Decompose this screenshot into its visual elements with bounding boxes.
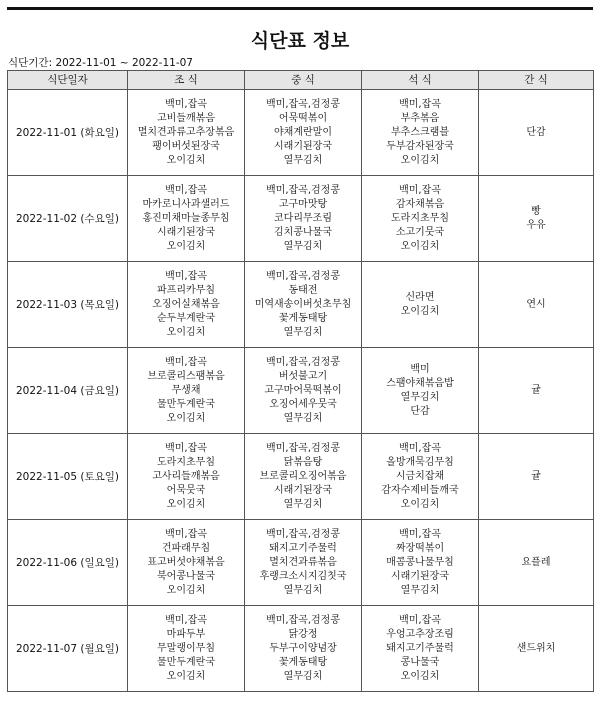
breakfast-cell: 백미,잡곡 브로콜리스팸볶음 무생채 물만두계란국 오이김치 xyxy=(128,348,245,434)
table-row xyxy=(8,176,594,262)
dinner-cell: 백미 스팸야채볶음밥 열무김치 단감 xyxy=(362,348,479,434)
breakfast-cell: 백미,잡곡 파프리카무침 오징어실채볶음 순두부계란국 오이김치 xyxy=(128,262,245,348)
lunch-cell: 백미,잡곡,검정콩 어묵떡볶이 야채계란말이 시래기된장국 열무김치 xyxy=(245,90,362,176)
table-row xyxy=(8,520,594,606)
date-cell: 2022-11-06 (일요일) xyxy=(8,520,128,606)
dinner-cell: 신라면 오이김치 xyxy=(362,262,479,348)
date-cell: 2022-11-05 (토요일) xyxy=(8,434,128,520)
table-row xyxy=(8,262,594,348)
lunch-cell: 백미,잡곡,검정콩 닭볶음탕 브로콜리오징어볶음 시래기된장국 열무김치 xyxy=(245,434,362,520)
snack-cell: 귤 xyxy=(479,348,594,434)
header-dinner: 석 식 xyxy=(362,71,479,90)
header-row xyxy=(8,71,594,90)
lunch-cell: 백미,잡곡,검정콩 고구마맛탕 코다리무조림 김치콩나물국 열무김치 xyxy=(245,176,362,262)
lunch-cell: 백미,잡곡,검정콩 동태전 미역새송이버섯초무침 꽃게동태탕 열무김치 xyxy=(245,262,362,348)
breakfast-cell: 백미,잡곡 마파두부 무말랭이무침 물만두계란국 오이김치 xyxy=(128,606,245,692)
table-row xyxy=(8,348,594,434)
breakfast-cell: 백미,잡곡 도라지초무침 고사리들깨볶음 어묵뭇국 오이김치 xyxy=(128,434,245,520)
header-lunch: 중 식 xyxy=(245,71,362,90)
breakfast-cell: 백미,잡곡 마카로니사과샐러드 홍진미채마늘종무침 시래기된장국 오이김치 xyxy=(128,176,245,262)
dinner-cell: 백미,잡곡 올방개묵김무침 시금치잡채 감자수제비들깨국 오이김치 xyxy=(362,434,479,520)
snack-cell: 샌드위치 xyxy=(479,606,594,692)
snack-cell: 빵 우유 xyxy=(479,176,594,262)
lunch-cell: 백미,잡곡,검정콩 돼지고기주물럭 멸치견과류볶음 후랭크소시지김칫국 열무김치 xyxy=(245,520,362,606)
table-row xyxy=(8,606,594,692)
snack-cell: 단감 xyxy=(479,90,594,176)
snack-cell: 귤 xyxy=(479,434,594,520)
top-rule xyxy=(7,7,593,10)
date-cell: 2022-11-02 (수요일) xyxy=(8,176,128,262)
breakfast-cell: 백미,잡곡 건파래무침 표고버섯야채볶음 북어콩나물국 오이김치 xyxy=(128,520,245,606)
date-cell: 2022-11-07 (월요일) xyxy=(8,606,128,692)
table-row xyxy=(8,434,594,520)
dinner-cell: 백미,잡곡 부추볶음 부추스크램블 두부감자된장국 오이김치 xyxy=(362,90,479,176)
menu-table xyxy=(7,70,594,692)
page-title: 식단표 정보 xyxy=(250,30,350,52)
dinner-cell: 백미,잡곡 감자채볶음 도라지초무침 소고기뭇국 오이김치 xyxy=(362,176,479,262)
menu-period: 식단기간: 2022-11-01 ~ 2022-11-07 xyxy=(8,57,193,69)
header-breakfast: 조 식 xyxy=(128,71,245,90)
date-cell: 2022-11-03 (목요일) xyxy=(8,262,128,348)
header-snack: 간 식 xyxy=(479,71,594,90)
snack-cell: 연시 xyxy=(479,262,594,348)
lunch-cell: 백미,잡곡,검정콩 닭강정 두부구이양념장 꽃게동태탕 열무김치 xyxy=(245,606,362,692)
table-row xyxy=(8,90,594,176)
snack-cell: 요플레 xyxy=(479,520,594,606)
date-cell: 2022-11-04 (금요일) xyxy=(8,348,128,434)
breakfast-cell: 백미,잡곡 고비들깨볶음 멸치견과류고추장볶음 팽이버섯된장국 오이김치 xyxy=(128,90,245,176)
lunch-cell: 백미,잡곡,검정콩 버섯불고기 고구마어묵떡볶이 오징어세우뭇국 열무김치 xyxy=(245,348,362,434)
dinner-cell: 백미,잡곡 짜장떡볶이 매콤콩나물무침 시래기된장국 열무김치 xyxy=(362,520,479,606)
dinner-cell: 백미,잡곡 우엉고추장조림 돼지고기주물럭 콩나물국 오이김치 xyxy=(362,606,479,692)
date-cell: 2022-11-01 (화요일) xyxy=(8,90,128,176)
header-date: 식단일자 xyxy=(8,71,128,90)
